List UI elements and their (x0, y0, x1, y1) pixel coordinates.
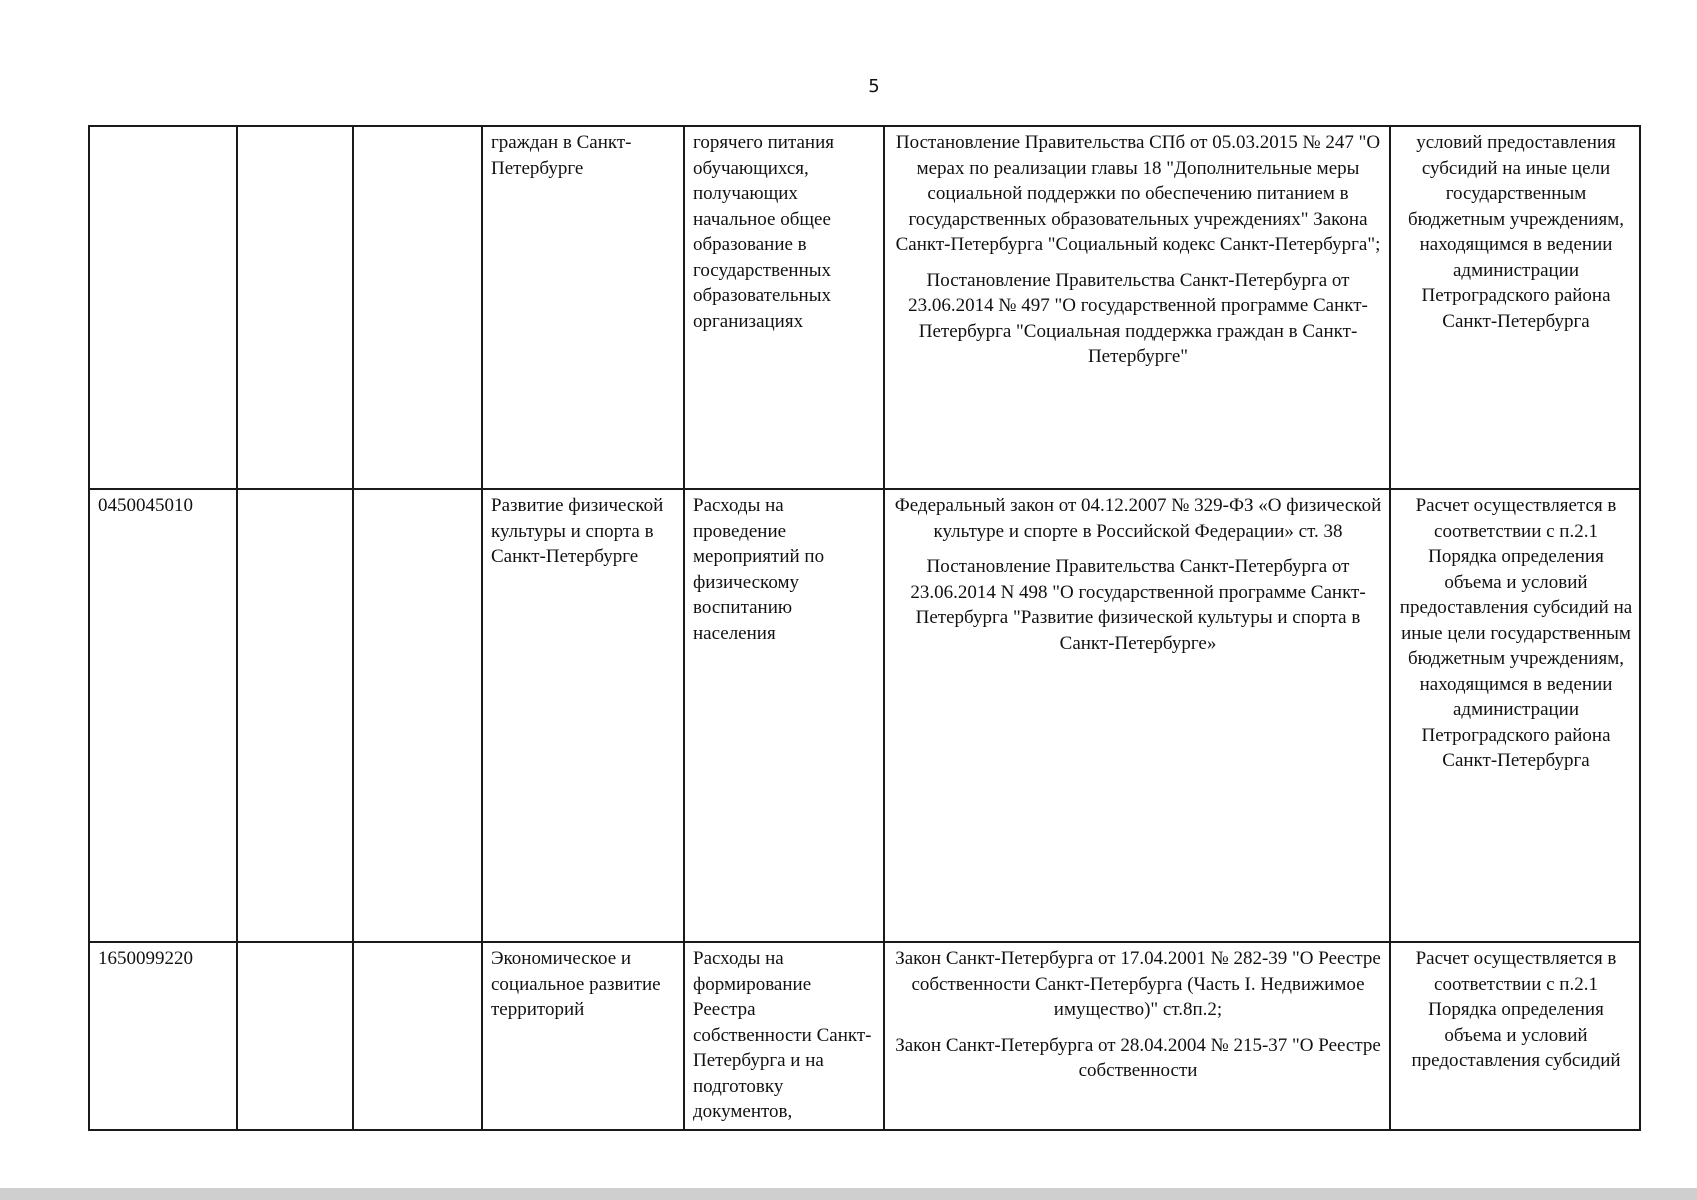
legal-basis-cell (884, 942, 1390, 1130)
table-row (89, 489, 1640, 942)
legal-basis-paragraph: Постановление Правительства СПб от 05.03.2015 № 247 "О мерах по реализации главы 18 "Дополнительные меры социальной поддержки по обеспечению питанием в государственных образовательных учреждениях" Закона Санкт-Петербурга "Социальный кодекс Санкт-Петербурга"; (895, 132, 1381, 255)
empty-cell (353, 126, 482, 489)
calculation-method-cell: Расчет осуществляется в соответствии с п.2.1 Порядка определения объема и условий предоставления субсидий на иные цели государственным бюджетным учреждениям, находящимся в ведении администрации Петроградского района Санкт-Петербурга (1390, 489, 1640, 942)
empty-cell (353, 489, 482, 942)
legal-basis-paragraph: Закон Санкт-Петербурга от 28.04.2004 № 215-37 "О Реестре собственности (895, 1034, 1381, 1081)
page-number: 5 (868, 76, 880, 97)
table-row (89, 126, 1640, 489)
page-bottom-edge (0, 1188, 1697, 1200)
code-cell (89, 126, 237, 489)
legal-basis-cell (884, 126, 1390, 489)
program-cell: Развитие физической культуры и спорта в Санкт-Петербурге (482, 489, 684, 942)
legal-basis-paragraph: Закон Санкт-Петербурга от 17.04.2001 № 282-39 "О Реестре собственности Санкт-Петербурга (Часть I. Недвижимое имущество)" ст.8п.2; (895, 948, 1381, 1020)
calculation-method-cell: Расчет осуществляется в соответствии с п.2.1 Порядка определения объема и условий предоставления субсидий (1390, 942, 1640, 1130)
calculation-method-cell: условий предоставления субсидий на иные цели государственным бюджетным учреждениям, находящимся в ведении администрации Петроградского района Санкт-Петербурга (1390, 126, 1640, 489)
empty-cell (237, 942, 353, 1130)
empty-cell (237, 489, 353, 942)
empty-cell (353, 942, 482, 1130)
legal-basis-paragraph: Постановление Правительства Санкт-Петербурга от 23.06.2014 № 497 "О государственной программе Санкт-Петербурга "Социальная поддержка граждан в Санкт-Петербурге" (908, 269, 1368, 367)
expense-cell: Расходы на проведение мероприятий по физическому воспитанию населения (684, 489, 884, 942)
expense-cell: Расходы на формирование Реестра собственности Санкт-Петербурга и на подготовку документов, (684, 942, 884, 1130)
code-cell: 1650099220 (89, 942, 237, 1130)
empty-cell (237, 126, 353, 489)
expense-cell: горячего питания обучающихся, получающих начальное общее образование в государственных образовательных организациях (684, 126, 884, 489)
legal-basis-paragraph: Постановление Правительства Санкт-Петербурга от 23.06.2014 N 498 "О государственной программе Санкт-Петербурга "Развитие физической культуры и спорта в Санкт-Петербурге» (910, 556, 1366, 654)
program-cell: Экономическое и социальное развитие территорий (482, 942, 684, 1130)
program-cell: граждан в Санкт-Петербурге (482, 126, 684, 489)
code-cell: 0450045010 (89, 489, 237, 942)
legal-basis-cell (884, 489, 1390, 942)
legal-basis-paragraph: Федеральный закон от 04.12.2007 № 329-ФЗ «О физической культуре и спорте в Российской Федерации» ст. 38 (894, 495, 1382, 542)
table-row (89, 942, 1640, 1130)
document-table (88, 125, 1641, 1131)
